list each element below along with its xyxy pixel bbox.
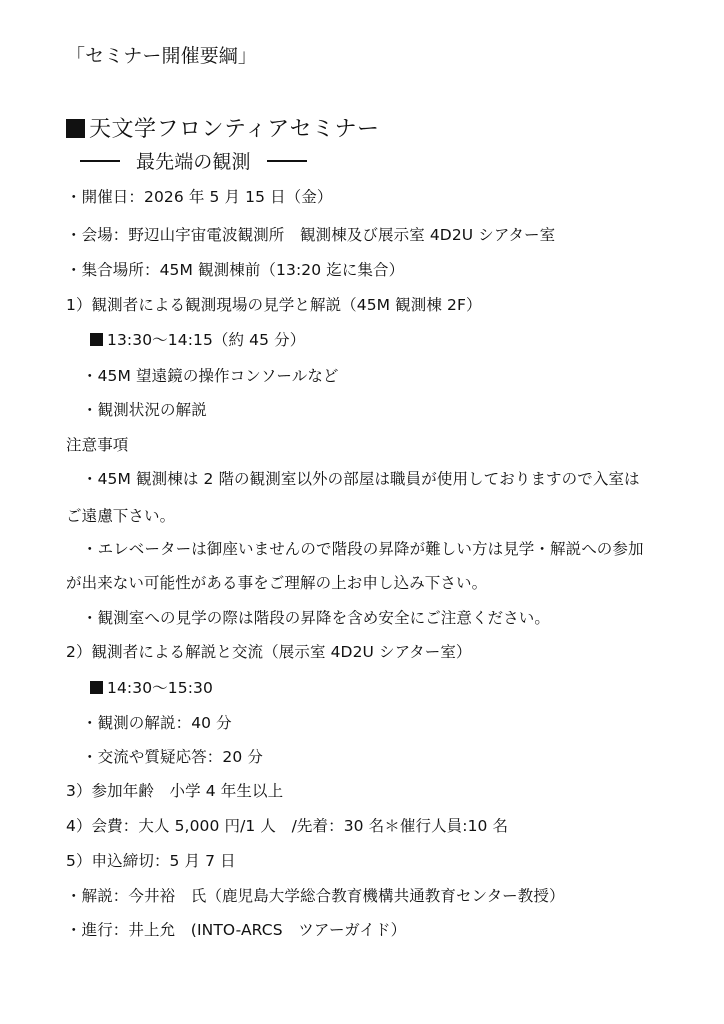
notes-line: ・エレベーターは御座いませんので階段の昇降が難しい方は見学・解説への参加 [82, 540, 644, 558]
dash-right [267, 160, 307, 162]
notes-line: ご遠慮下さい。 [66, 507, 176, 525]
section2-item: ・交流や質疑応答：20 分 [82, 748, 263, 766]
section1-time [90, 330, 305, 350]
black-square-icon [66, 119, 85, 138]
black-square-icon [90, 333, 103, 346]
staff-lecturer: ・解説：今井裕 氏（鹿児島大学総合教育機構共通教育センター教授） [66, 887, 565, 905]
info-venue: ・会場：野辺山宇宙電波観測所 観測棟及び展示室 4D2U シアター室 [66, 226, 556, 244]
dash-left [80, 160, 120, 162]
seminar-title [66, 116, 380, 144]
black-square-icon [90, 681, 103, 694]
notes-heading: 注意事項 [66, 436, 129, 454]
section2-time [90, 678, 213, 698]
section1-item: ・観測状況の解説 [82, 401, 207, 419]
notes-line: ・観測室への見学の際は階段の昇降を含め安全にご注意ください。 [82, 609, 551, 627]
seminar-subtitle-text: 最先端の観測 [136, 151, 251, 173]
section4-fee: 4）会費：大人 5,000 円/1 人 /先着：30 名＊催行人員:10 名 [66, 817, 509, 835]
notes-line: が出来ない可能性がある事をご理解の上お申し込み下さい。 [66, 574, 488, 592]
section1-time-text: 13:30～14:15（約 45 分） [107, 331, 306, 349]
notes-line: ・45M 観測棟は 2 階の観測室以外の部屋は職員が使用しておりますので入室は [82, 470, 640, 488]
section5-deadline: 5）申込締切：5 月 7 日 [66, 852, 236, 870]
info-meeting-place: ・集合場所：45M 観測棟前（13:20 迄に集合） [66, 261, 405, 279]
section2-time-text: 14:30～15:30 [107, 679, 213, 697]
document-header: 「セミナー開催要綱」 [66, 45, 258, 67]
section2-heading: 2）観測者による解説と交流（展示室 4D2U シアター室） [66, 643, 472, 661]
section2-item: ・観測の解説：40 分 [82, 714, 232, 732]
section1-heading: 1）観測者による観測現場の見学と解説（45M 観測棟 2F） [66, 296, 482, 314]
info-date: ・開催日：2026 年 5 月 15 日（金） [66, 188, 333, 206]
staff-host: ・進行：井上允 (INTO-ARCS ツアーガイド） [66, 921, 407, 939]
seminar-subtitle [80, 150, 307, 174]
section3-age: 3）参加年齢 小学 4 年生以上 [66, 782, 284, 800]
section1-item: ・45M 望遠鏡の操作コンソールなど [82, 367, 339, 385]
seminar-title-text: 天文学フロンティアセミナー [89, 117, 380, 142]
